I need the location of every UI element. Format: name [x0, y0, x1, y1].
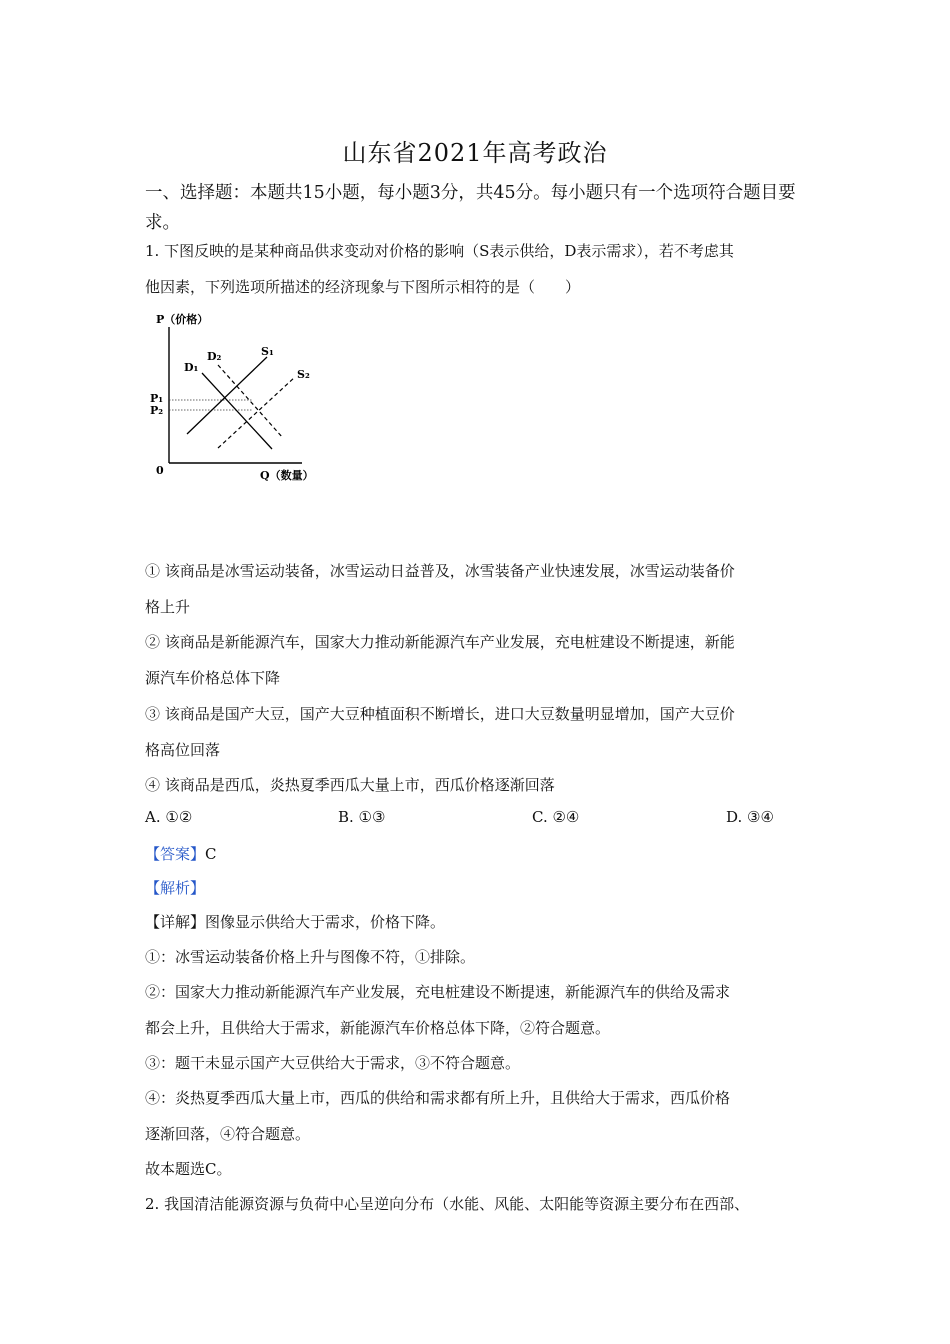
p1-label: P₁: [150, 392, 164, 405]
explain-1: ①：冰雪运动装备价格上升与图像不符，①排除。: [145, 948, 476, 966]
answer-value: C: [205, 845, 217, 863]
x-axis-label: Q（数量）: [260, 469, 314, 482]
s2-curve: [218, 377, 295, 448]
option-b: B. ①③: [338, 808, 386, 826]
q1-item-2-line-2: 源汽车价格总体下降: [145, 669, 281, 687]
explain-4-line-1: ④：炎热夏季西瓜大量上市，西瓜的供给和需求都有所上升，且供给大于需求，西瓜价格: [145, 1089, 731, 1107]
q1-stem-line-2: 他因素，下列选项所描述的经济现象与下图所示相符的是（ ）: [145, 278, 581, 296]
y-axis-label: P（价格）: [156, 313, 209, 326]
answer-label: 【答案】: [145, 845, 206, 863]
s2-label: S₂: [297, 368, 310, 381]
q1-item-3-line-1: ③ 该商品是国产大豆，国产大豆种植面积不断增长，进口大豆数量明显增加，国产大豆价: [145, 705, 735, 723]
q1-item-1-line-2: 格上升: [145, 598, 191, 616]
d1-label: D₁: [184, 361, 199, 374]
detail-line: 【详解】图像显示供给大于需求，价格下降。: [145, 913, 446, 931]
explain-2-line-2: 都会上升，且供给大于需求，新能源汽车价格总体下降，②符合题意。: [145, 1019, 611, 1037]
d1-curve: [202, 373, 272, 449]
s1-label: S₁: [261, 345, 274, 358]
explain-2-line-1: ②：国家大力推动新能源汽车产业发展，充电桩建设不断提速，新能源汽车的供给及需求: [145, 983, 731, 1001]
page-title: 山东省2021年高考政治: [342, 139, 608, 167]
supply-demand-graph: [140, 305, 340, 495]
explain-4-line-2: 逐渐回落，④符合题意。: [145, 1125, 311, 1143]
q1-item-4: ④ 该商品是西瓜，炎热夏季西瓜大量上市，西瓜价格逐渐回落: [145, 776, 555, 794]
q1-item-3-line-2: 格高位回落: [145, 741, 221, 759]
p2-label: P₂: [150, 404, 164, 417]
answer-line: [145, 843, 217, 864]
conclusion: 故本题选C。: [145, 1160, 232, 1178]
origin-label: 0: [156, 464, 164, 477]
option-d: D. ③④: [726, 808, 774, 826]
q1-stem-line-1: 1. 下图反映的是某种商品供求变动对价格的影响（S表示供给，D表示需求），若不考虑其: [145, 242, 734, 260]
analysis-label: 【解析】: [145, 879, 206, 897]
s1-curve: [187, 357, 267, 434]
option-a: A. ①②: [145, 808, 193, 826]
q2-stem-line-1: 2. 我国清洁能源资源与负荷中心呈逆向分布（水能、风能、太阳能等资源主要分布在西部、: [145, 1195, 750, 1213]
section-header: 一、选择题：本题共15小题，每小题3分，共45分。每小题只有一个选项符合题目要求。: [145, 183, 796, 233]
q1-item-1-line-1: ① 该商品是冰雪运动装备，冰雪运动日益普及，冰雪装备产业快速发展，冰雪运动装备价: [145, 562, 735, 580]
option-c: C. ②④: [532, 808, 580, 826]
d2-label: D₂: [207, 350, 222, 363]
explain-3: ③：题干未显示国产大豆供给大于需求，③不符合题意。: [145, 1054, 521, 1072]
q1-item-2-line-1: ② 该商品是新能源汽车，国家大力推动新能源汽车产业发展，充电桩建设不断提速，新能: [145, 633, 735, 651]
